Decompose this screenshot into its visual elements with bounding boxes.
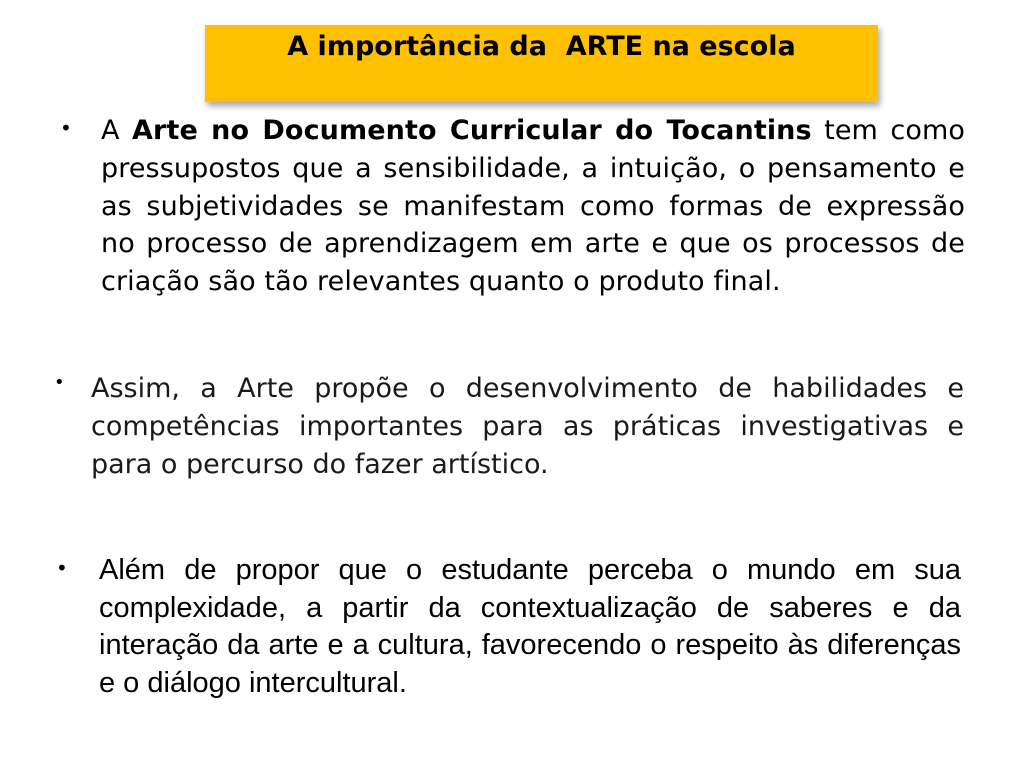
bullet-text: Assim, a Arte propõe o desenvolvimento de habilidades e competências importantes para as práticas investigativas e para o percurso do fazer artístico.	[91, 373, 964, 480]
slide-title: A importância da ARTE na escola	[287, 31, 796, 62]
title-banner	[205, 25, 878, 102]
bullet-icon: •	[54, 372, 65, 393]
bullet-rest: tem como pressupostos que a sensibilidade, a intuição, o pensamento e as subjetividades se manifestam como formas de expressão no processo de aprendizagem em arte e que os processos de criação são tão relevantes quanto o produto final.	[101, 115, 965, 298]
bullet-item-arte-documento	[60, 112, 965, 301]
bullet-text	[101, 112, 965, 301]
bullet-item-arte-propoe	[54, 370, 964, 484]
bullet-icon: •	[56, 556, 68, 580]
bullet-text: Além de propor que o estudante perceba o mundo em sua complexidade, a partir da contextualização de saberes e da interação da arte e a cultura, favorecendo o respeito às diferenças e o diálogo intercultural.	[99, 554, 961, 699]
bullet-item-alem-de-propor	[56, 552, 961, 702]
bullet-bold-text: Arte no Documento Curricular do Tocantins	[132, 115, 812, 146]
bullet-prefix: A	[101, 115, 133, 146]
bullet-icon: •	[60, 116, 72, 140]
